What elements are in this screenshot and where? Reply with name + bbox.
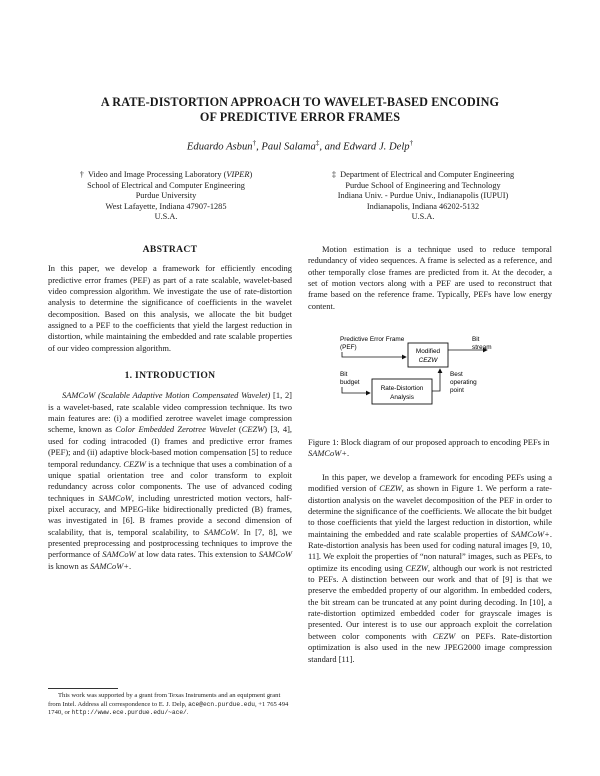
affiliation-left-lab: VIPER xyxy=(226,170,250,179)
affiliation-left-line1-end: ) xyxy=(249,170,253,179)
affiliation-right-line1: Department of Electrical and Computer Engineering xyxy=(340,170,515,179)
feedback-arrow xyxy=(432,369,440,391)
paper-title xyxy=(30,95,570,125)
affiliation-left xyxy=(48,170,284,223)
right-column-bottom xyxy=(308,472,552,665)
affiliation-right-line4: Indianapolis, Indiana 46202-5132 xyxy=(366,201,480,211)
budget-label-line2: budget xyxy=(340,379,360,386)
affiliation-right-line2: Purdue School of Engineering and Technology xyxy=(345,180,501,190)
author-1: Eduardo Asbun xyxy=(186,141,253,153)
footnote-email: ace@ecn.purdue.edu xyxy=(188,700,255,708)
coder-label-line2: CEZW xyxy=(418,357,438,364)
best-label-line3: point xyxy=(450,387,464,394)
author-list xyxy=(30,139,570,153)
affiliation-right-line3: Indiana Univ. - Purdue Univ., Indianapolis (IUPUI) xyxy=(337,191,509,201)
affiliation-left-mark: † xyxy=(79,170,84,179)
affiliation-left-line3: Purdue University xyxy=(135,191,197,201)
motion-estimation-paragraph: Motion estimation is a technique used to reduce temporal redundancy of video sequences. A frame is selected as a reference, and other temporally close frames are predicted from it. At the decoder, a set of motion vectors along with a PEF are used to reconstruct that frame based on the reference frame. Typically, PEFs have low energy content. xyxy=(308,244,552,311)
author-3: Edward J. Delp xyxy=(343,141,410,153)
best-label-line2: operating xyxy=(450,379,477,386)
bitstream-label-line2: stream xyxy=(472,344,492,351)
rd-label-line1: Rate-Distortion xyxy=(380,385,424,392)
author-separator-and: , and xyxy=(319,141,344,153)
author-2-mark: ‡ xyxy=(315,139,320,147)
right-column-top xyxy=(308,244,552,312)
affiliation-left-line4: West Lafayette, Indiana 47907-1285 xyxy=(105,201,227,211)
affiliation-left-line2: School of Electrical and Computer Engineering xyxy=(87,180,245,190)
footnote-url: http://www.ece.purdue.edu/~ace/ xyxy=(71,709,187,717)
author-separator: , xyxy=(256,141,262,153)
affiliation-left-line5: U.S.A. xyxy=(154,212,178,222)
pef-label-line2: (PEF) xyxy=(340,344,357,351)
budget-arrow xyxy=(342,387,370,393)
left-column xyxy=(48,244,292,572)
coder-label-line1: Modified xyxy=(415,348,441,355)
abstract-heading: ABSTRACT xyxy=(142,244,198,255)
title-line-2: OF PREDICTIVE ERROR FRAMES xyxy=(199,110,401,124)
rd-label-line2: Analysis xyxy=(390,394,414,401)
introduction-heading: 1. INTRODUCTION xyxy=(124,370,216,382)
figure-1-caption: Figure 1: Block diagram of our proposed approach to encoding PEFs in SAMCoW+. xyxy=(308,437,550,459)
abstract-text: In this paper, we develop a framework for efficiently encoding predictive error frames (PEF) as part of a rate scalable, wavelet-based video compression algorithm. We investigate the use of rate-distortion analysis to determine the significance of coefficients in the wavelet decomposition. Based on this analysis, we allocate the bit budget assigned to a PEF to the coefficients that yield the largest reduction in distortion, while maintaining the embedded and rate scalable properties of our video compression algorithm. xyxy=(48,263,292,353)
pef-label-line1: Predictive Error Frame xyxy=(340,336,405,343)
affiliation-right xyxy=(296,170,550,223)
author-2: Paul Salama xyxy=(261,141,316,153)
title-line-1: A RATE-DISTORTION APPROACH TO WAVELET-BASED ENCODING xyxy=(100,95,500,109)
introduction-paragraph: SAMCoW (Scalable Adaptive Motion Compensated Wavelet) [1, 2] is a wavelet-based, rate scalable video compression technique. Its two main features are: (i) a modified zerotree wavelet image compression scheme, known as Color Embedded Zerotree Wavelet (CEZW) [3, 4], used for coding intracoded (I) frames and predictive error frames (PEF); and (ii) adaptive block-based motion compensation [5] to reduce temporal redundancy. CEZW is a technique that uses a combination of a unique spatial orientation tree and color transform to exploit redundancy across color components. The use of advanced coding techniques in SAMCoW, including unrestricted motion vectors, half-pixel accuracy, and MPEG-like bidirectionally predicted (B) frames, was investigated in [6]. B frames provide a second dimension of scalability, that is, temporal scalability, to SAMCoW. In [7, 8], we presented preprocessing and postprocessing techniques to improve the performance of SAMCoW at low data rates. This extension to SAMCoW is known as SAMCoW+. xyxy=(48,390,292,571)
figure-1-diagram xyxy=(322,330,542,412)
pef-arrow xyxy=(342,352,406,357)
bitstream-label-line1: Bit xyxy=(472,336,480,343)
affiliation-right-line5: U.S.A. xyxy=(411,212,435,222)
best-label-line1: Best xyxy=(450,371,463,378)
author-3-mark: † xyxy=(409,139,414,147)
author-1-mark: † xyxy=(252,139,257,147)
footnote-rule xyxy=(48,688,118,689)
footnote: This work was supported by a grant from Texas Instruments and an equipment grant from Intel. Address all correspondence to E. J. Delp, ace@ecn.purdue.edu, +1 765 494 1740, or http://www.ece.purdue.edu/~ace/. xyxy=(48,692,289,717)
affiliation-left-line1: Video and Image Processing Laboratory ( xyxy=(87,170,227,179)
framework-paragraph: In this paper, we develop a framework for encoding PEFs using a modified version of CEZW, as shown in Figure 1. We perform a rate-distortion analysis on the wavelet decomposition of the PEF in order to determine the significance of the coefficients. We allocate the bit budget to those coefficients that yield the largest reduction in distortion, while maintaining the embedded and rate scalable properties of SAMCoW+. Rate-distortion analysis has been used for coding natural images [9, 10, 11]. We exploit the properties of “non natural” images, such as PEFs, to optimize its encoding using CEZW, although our work is not restricted to PEFs. A distinction between our work and that of [9] is that we preserve the embedded property of our algorithm. In embedded coders, the bit stream can be truncated at any point during decoding. In [10], a rate-distortion optimized embedded coder for grayscale images is presented. Our interest is to use our approach exploit the correlation between color components with CEZW on PEFs. Rate-distortion optimization is also used in the new JPEG2000 image compression standard [11]. xyxy=(308,472,552,664)
budget-label-line1: Bit xyxy=(340,371,348,378)
affiliation-right-mark: ‡ xyxy=(331,170,337,179)
